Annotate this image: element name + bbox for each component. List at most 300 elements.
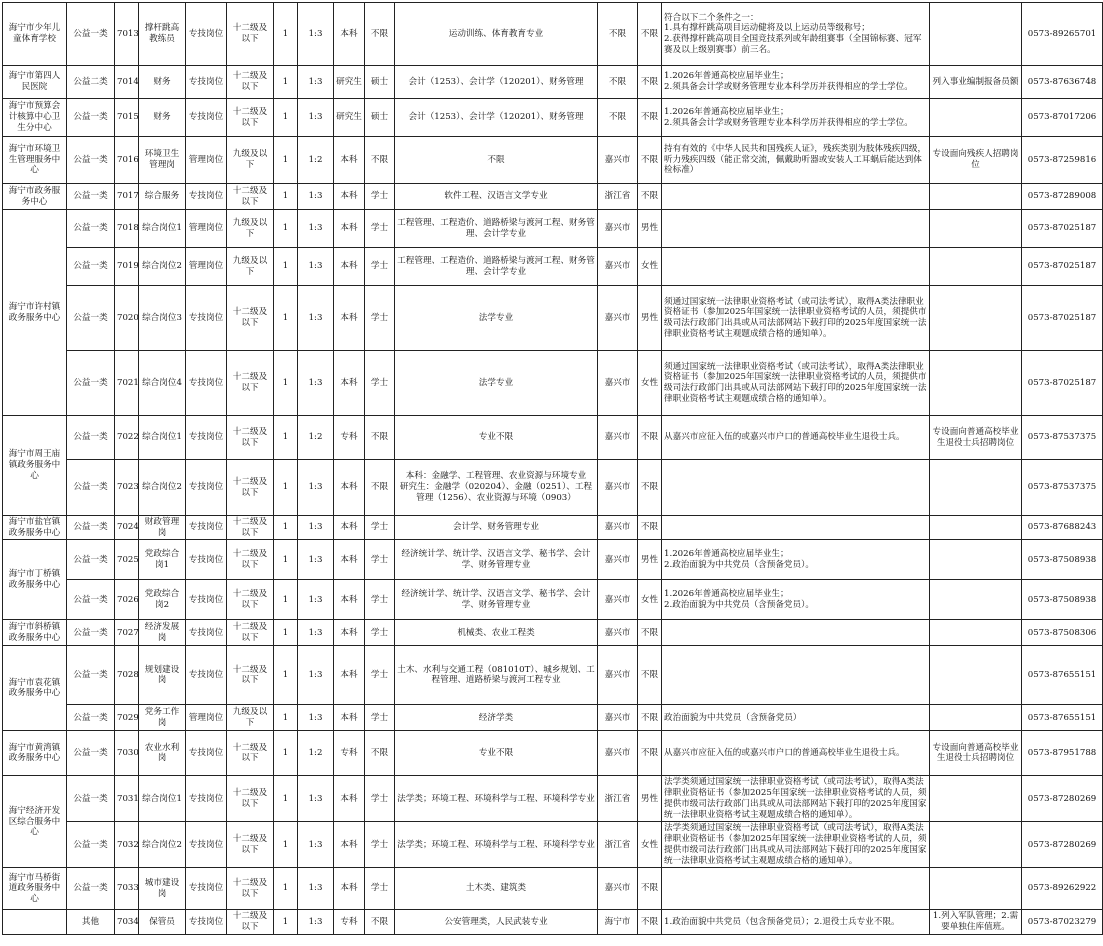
- grade-cell: 十二级及以下: [227, 540, 274, 580]
- code-cell: 7028: [115, 646, 139, 705]
- education-cell: 本科: [334, 540, 365, 580]
- gender-cell: 不限: [638, 646, 662, 705]
- phone-cell: 0573-87259816: [1022, 137, 1103, 184]
- ratio-cell: 1:3: [298, 460, 334, 516]
- grade-cell: 十二级及以下: [227, 620, 274, 646]
- education-cell: 本科: [334, 3, 365, 66]
- major-cell: 土木、水利与交通工程（081010T）、城乡规划、工程管理、道路桥梁与渡河工程专业: [395, 646, 598, 705]
- domicile-cell: 嘉兴市: [598, 351, 638, 416]
- remark-cell: [930, 620, 1022, 646]
- requirements-cell: 政治面貌为中共党员（含预备党员）: [662, 705, 930, 731]
- count-cell: 1: [274, 822, 298, 868]
- degree-cell: 不限: [365, 416, 395, 460]
- post-type-cell: 专技岗位: [186, 3, 227, 66]
- remark-cell: 专设面向普通高校毕业生退役士兵招聘岗位: [930, 416, 1022, 460]
- remark-cell: [930, 99, 1022, 137]
- gender-cell: 不限: [638, 868, 662, 910]
- category-cell: 公益一类: [67, 822, 115, 868]
- requirements-cell: 法学类须通过国家统一法律职业资格考试（或司法考试），取得A类法律职业资格证书（参加2025年国家统一法律职业资格考试的人员，须提供市级司法行政部门出具或从司法部网站下载打印的2025年度国家统一法律职业资格考试主观题成绩合格的通知单）。: [662, 822, 930, 868]
- table-row: [3, 822, 1103, 868]
- count-cell: 1: [274, 99, 298, 137]
- unit-name-cell: 海宁市黄湾镇政务服务中心: [3, 731, 67, 776]
- domicile-cell: 嘉兴市: [598, 137, 638, 184]
- table-row: [3, 705, 1103, 731]
- count-cell: 1: [274, 416, 298, 460]
- count-cell: 1: [274, 3, 298, 66]
- table-row: [3, 516, 1103, 540]
- major-cell: 专业不限: [395, 731, 598, 776]
- degree-cell: 学士: [365, 248, 395, 286]
- position-cell: 党务工作岗: [139, 705, 186, 731]
- remark-cell: [930, 822, 1022, 868]
- grade-cell: 十二级及以下: [227, 910, 274, 934]
- count-cell: 1: [274, 286, 298, 351]
- degree-cell: 硕士: [365, 99, 395, 137]
- remark-cell: 专设面向残疾人招聘岗位: [930, 137, 1022, 184]
- count-cell: 1: [274, 351, 298, 416]
- education-cell: 本科: [334, 705, 365, 731]
- code-cell: 7031: [115, 776, 139, 822]
- education-cell: 研究生: [334, 66, 365, 99]
- code-cell: 7027: [115, 620, 139, 646]
- table-row: [3, 416, 1103, 460]
- table-row: [3, 776, 1103, 822]
- major-cell: 软件工程、汉语言文学专业: [395, 184, 598, 210]
- phone-cell: 0573-87655151: [1022, 705, 1103, 731]
- position-cell: 综合服务: [139, 184, 186, 210]
- grade-cell: 九级及以下: [227, 705, 274, 731]
- major-cell: 不限: [395, 137, 598, 184]
- unit-name-cell: 海宁市第四人民医院: [3, 66, 67, 99]
- count-cell: 1: [274, 705, 298, 731]
- gender-cell: 女性: [638, 351, 662, 416]
- post-type-cell: 专技岗位: [186, 516, 227, 540]
- ratio-cell: 1:3: [298, 3, 334, 66]
- unit-name-cell: 海宁市盐官镇政务服务中心: [3, 516, 67, 540]
- category-cell: 公益二类: [67, 66, 115, 99]
- code-cell: 7015: [115, 99, 139, 137]
- category-cell: 公益一类: [67, 286, 115, 351]
- grade-cell: 十二级及以下: [227, 646, 274, 705]
- gender-cell: 不限: [638, 910, 662, 934]
- table-body: [3, 3, 1103, 935]
- phone-cell: 0573-87655151: [1022, 646, 1103, 705]
- education-cell: 本科: [334, 460, 365, 516]
- remark-cell: [930, 184, 1022, 210]
- unit-name-cell: 海宁市少年儿童体育学校: [3, 3, 67, 66]
- ratio-cell: 1:3: [298, 184, 334, 210]
- unit-name-cell: 海宁市斜桥镇政务服务中心: [3, 620, 67, 646]
- table-row: [3, 731, 1103, 776]
- post-type-cell: 专技岗位: [186, 776, 227, 822]
- position-cell: 撑杆跳高教练员: [139, 3, 186, 66]
- code-cell: 7033: [115, 868, 139, 910]
- grade-cell: 十二级及以下: [227, 516, 274, 540]
- post-type-cell: 管理岗位: [186, 248, 227, 286]
- education-cell: 本科: [334, 620, 365, 646]
- category-cell: 公益一类: [67, 516, 115, 540]
- remark-cell: [930, 351, 1022, 416]
- remark-cell: [930, 286, 1022, 351]
- degree-cell: 不限: [365, 460, 395, 516]
- code-cell: 7019: [115, 248, 139, 286]
- education-cell: 专科: [334, 416, 365, 460]
- unit-name-cell: [3, 910, 67, 934]
- major-cell: 本科：金融学、工程管理、农业资源与环境专业 研究生：金融学（020204）、金融（0251）、工程管理（1256）、农业资源与环境（0903）: [395, 460, 598, 516]
- requirements-cell: 须通过国家统一法律职业资格考试（或司法考试），取得A类法律职业资格证书（参加2025年国家统一法律职业资格考试的人员，须提供市级司法行政部门出具或从司法部网站下载打印的2025年度国家统一法律职业资格考试主观题成绩合格的通知单）。: [662, 286, 930, 351]
- remark-cell: 列入事业编制报备员额: [930, 66, 1022, 99]
- category-cell: 公益一类: [67, 184, 115, 210]
- major-cell: 经济学类: [395, 705, 598, 731]
- ratio-cell: 1:3: [298, 286, 334, 351]
- post-type-cell: 专技岗位: [186, 540, 227, 580]
- post-type-cell: 专技岗位: [186, 910, 227, 934]
- domicile-cell: 嘉兴市: [598, 620, 638, 646]
- remark-cell: [930, 868, 1022, 910]
- code-cell: 7029: [115, 705, 139, 731]
- ratio-cell: 1:3: [298, 580, 334, 620]
- category-cell: 公益一类: [67, 776, 115, 822]
- major-cell: 土木类、建筑类: [395, 868, 598, 910]
- phone-cell: 0573-87280269: [1022, 776, 1103, 822]
- major-cell: 运动训练、体育教育专业: [395, 3, 598, 66]
- degree-cell: 学士: [365, 516, 395, 540]
- post-type-cell: 专技岗位: [186, 416, 227, 460]
- unit-name-cell: 海宁经济开发区综合服务中心: [3, 776, 67, 868]
- grade-cell: 十二级及以下: [227, 286, 274, 351]
- position-cell: 综合岗位2: [139, 248, 186, 286]
- unit-name-cell: 海宁市周王庙镇政务服务中心: [3, 416, 67, 516]
- category-cell: 公益一类: [67, 416, 115, 460]
- education-cell: 本科: [334, 184, 365, 210]
- ratio-cell: 1:3: [298, 620, 334, 646]
- table-row: [3, 351, 1103, 416]
- major-cell: 工程管理、工程造价、道路桥梁与渡河工程、财务管理、会计学专业: [395, 210, 598, 248]
- domicile-cell: 不限: [598, 99, 638, 137]
- unit-name-cell: 海宁市许村镇政务服务中心: [3, 210, 67, 416]
- count-cell: 1: [274, 137, 298, 184]
- position-cell: 财务: [139, 66, 186, 99]
- table-row: [3, 286, 1103, 351]
- requirements-cell: 1.2026年普通高校应届毕业生； 2.须具备会计学或财务管理专业本科学历并获得相应的学士学位。: [662, 66, 930, 99]
- requirements-cell: 1.政治面貌中共党员（包含预备党员）；2.退役士兵专业不限。: [662, 910, 930, 934]
- category-cell: 公益一类: [67, 210, 115, 248]
- grade-cell: 十二级及以下: [227, 184, 274, 210]
- remark-cell: 专设面向普通高校毕业生退役士兵招聘岗位: [930, 731, 1022, 776]
- code-cell: 7018: [115, 210, 139, 248]
- ratio-cell: 1:3: [298, 99, 334, 137]
- category-cell: 公益一类: [67, 351, 115, 416]
- unit-name-cell: 海宁市丁桥镇政务服务中心: [3, 540, 67, 620]
- code-cell: 7016: [115, 137, 139, 184]
- unit-name-cell: 海宁市袁花镇政务服务中心: [3, 646, 67, 731]
- position-cell: 综合岗位2: [139, 460, 186, 516]
- post-type-cell: 专技岗位: [186, 620, 227, 646]
- remark-cell: 1.列入军队管理；2.需要单独住库值班。: [930, 910, 1022, 934]
- category-cell: 公益一类: [67, 620, 115, 646]
- post-type-cell: 专技岗位: [186, 731, 227, 776]
- count-cell: 1: [274, 516, 298, 540]
- position-cell: 城市建设岗: [139, 868, 186, 910]
- table-row: [3, 248, 1103, 286]
- grade-cell: 九级及以下: [227, 210, 274, 248]
- position-cell: 财政管理岗: [139, 516, 186, 540]
- grade-cell: 十二级及以下: [227, 66, 274, 99]
- domicile-cell: 浙江省: [598, 822, 638, 868]
- major-cell: 法学类；环境工程、环境科学与工程、环境科学专业: [395, 822, 598, 868]
- gender-cell: 女性: [638, 248, 662, 286]
- code-cell: 7026: [115, 580, 139, 620]
- phone-cell: 0573-87636748: [1022, 66, 1103, 99]
- position-cell: 保管员: [139, 910, 186, 934]
- degree-cell: 学士: [365, 210, 395, 248]
- phone-cell: 0573-87280269: [1022, 822, 1103, 868]
- grade-cell: 十二级及以下: [227, 460, 274, 516]
- code-cell: 7032: [115, 822, 139, 868]
- table-row: [3, 910, 1103, 934]
- degree-cell: 硕士: [365, 66, 395, 99]
- education-cell: 本科: [334, 248, 365, 286]
- requirements-cell: [662, 248, 930, 286]
- remark-cell: [930, 3, 1022, 66]
- education-cell: 本科: [334, 516, 365, 540]
- requirements-cell: 1.2026年普通高校应届毕业生； 2.须具备会计学或财务管理专业本科学历并获得相应的学士学位。: [662, 99, 930, 137]
- gender-cell: 不限: [638, 184, 662, 210]
- remark-cell: [930, 580, 1022, 620]
- category-cell: 公益一类: [67, 460, 115, 516]
- code-cell: 7020: [115, 286, 139, 351]
- remark-cell: [930, 460, 1022, 516]
- major-cell: 法学专业: [395, 351, 598, 416]
- major-cell: 会计（1253）、会计学（120201）、财务管理: [395, 66, 598, 99]
- position-cell: 综合岗位1: [139, 210, 186, 248]
- phone-cell: 0573-87025187: [1022, 248, 1103, 286]
- post-type-cell: 管理岗位: [186, 210, 227, 248]
- remark-cell: [930, 776, 1022, 822]
- ratio-cell: 1:2: [298, 731, 334, 776]
- grade-cell: 十二级及以下: [227, 580, 274, 620]
- table-row: [3, 580, 1103, 620]
- table-row: [3, 868, 1103, 910]
- remark-cell: [930, 516, 1022, 540]
- remark-cell: [930, 646, 1022, 705]
- degree-cell: 不限: [365, 137, 395, 184]
- education-cell: 本科: [334, 580, 365, 620]
- position-cell: 综合岗位2: [139, 822, 186, 868]
- gender-cell: 不限: [638, 99, 662, 137]
- gender-cell: 不限: [638, 3, 662, 66]
- position-cell: 财务: [139, 99, 186, 137]
- table-row: [3, 540, 1103, 580]
- position-cell: 党政综合岗2: [139, 580, 186, 620]
- post-type-cell: 专技岗位: [186, 184, 227, 210]
- major-cell: 工程管理、工程造价、道路桥梁与渡河工程、财务管理、会计学专业: [395, 248, 598, 286]
- post-type-cell: 专技岗位: [186, 460, 227, 516]
- domicile-cell: 嘉兴市: [598, 868, 638, 910]
- phone-cell: 0573-87017206: [1022, 99, 1103, 137]
- count-cell: 1: [274, 460, 298, 516]
- post-type-cell: 专技岗位: [186, 646, 227, 705]
- category-cell: 公益一类: [67, 3, 115, 66]
- unit-name-cell: 海宁市马桥街道政务服务中心: [3, 868, 67, 910]
- requirements-cell: 持有有效的《中华人民共和国残疾人证》，残疾类别为肢体残疾四级，听力残疾四级（能正常交流，佩戴助听器或安装人工耳蜗后能达到体检标准）: [662, 137, 930, 184]
- education-cell: 研究生: [334, 99, 365, 137]
- category-cell: 公益一类: [67, 580, 115, 620]
- gender-cell: 不限: [638, 516, 662, 540]
- category-cell: 公益一类: [67, 646, 115, 705]
- table-row: [3, 66, 1103, 99]
- requirements-cell: [662, 868, 930, 910]
- grade-cell: 十二级及以下: [227, 3, 274, 66]
- table-row: [3, 137, 1103, 184]
- ratio-cell: 1:2: [298, 416, 334, 460]
- major-cell: 会计学、财务管理专业: [395, 516, 598, 540]
- grade-cell: 九级及以下: [227, 248, 274, 286]
- major-cell: 会计（1253）、会计学（120201）、财务管理: [395, 99, 598, 137]
- table-row: [3, 620, 1103, 646]
- ratio-cell: 1:3: [298, 705, 334, 731]
- count-cell: 1: [274, 184, 298, 210]
- gender-cell: 女性: [638, 580, 662, 620]
- education-cell: 专科: [334, 731, 365, 776]
- phone-cell: 0573-89262922: [1022, 868, 1103, 910]
- requirements-cell: [662, 646, 930, 705]
- requirements-cell: [662, 516, 930, 540]
- grade-cell: 十二级及以下: [227, 731, 274, 776]
- degree-cell: 学士: [365, 646, 395, 705]
- major-cell: 法学类；环境工程、环境科学与工程、环境科学专业: [395, 776, 598, 822]
- major-cell: 法学专业: [395, 286, 598, 351]
- category-cell: 公益一类: [67, 99, 115, 137]
- category-cell: 公益一类: [67, 731, 115, 776]
- domicile-cell: 嘉兴市: [598, 210, 638, 248]
- phone-cell: 0573-87508306: [1022, 620, 1103, 646]
- category-cell: 公益一类: [67, 868, 115, 910]
- phone-cell: 0573-87688243: [1022, 516, 1103, 540]
- count-cell: 1: [274, 731, 298, 776]
- post-type-cell: 专技岗位: [186, 99, 227, 137]
- requirements-cell: 从嘉兴市应征入伍的或嘉兴市户口的普通高校毕业生退役士兵。: [662, 416, 930, 460]
- category-cell: 公益一类: [67, 705, 115, 731]
- gender-cell: 不限: [638, 620, 662, 646]
- phone-cell: 0573-87951788: [1022, 731, 1103, 776]
- gender-cell: 不限: [638, 137, 662, 184]
- domicile-cell: 浙江省: [598, 184, 638, 210]
- ratio-cell: 1:3: [298, 646, 334, 705]
- education-cell: 本科: [334, 868, 365, 910]
- ratio-cell: 1:3: [298, 540, 334, 580]
- phone-cell: 0573-87025187: [1022, 351, 1103, 416]
- domicile-cell: 嘉兴市: [598, 416, 638, 460]
- gender-cell: 不限: [638, 705, 662, 731]
- phone-cell: 0573-89265701: [1022, 3, 1103, 66]
- table-row: [3, 460, 1103, 516]
- count-cell: 1: [274, 66, 298, 99]
- unit-name-cell: 海宁市环境卫生管理服务中心: [3, 137, 67, 184]
- gender-cell: 男性: [638, 286, 662, 351]
- ratio-cell: 1:3: [298, 910, 334, 934]
- code-cell: 7023: [115, 460, 139, 516]
- count-cell: 1: [274, 248, 298, 286]
- table-row: [3, 99, 1103, 137]
- ratio-cell: 1:3: [298, 516, 334, 540]
- education-cell: 本科: [334, 137, 365, 184]
- domicile-cell: 海宁市: [598, 910, 638, 934]
- requirements-cell: [662, 460, 930, 516]
- code-cell: 7017: [115, 184, 139, 210]
- requirements-cell: 1.2026年普通高校应届毕业生； 2.政治面貌为中共党员（含预备党员）。: [662, 580, 930, 620]
- count-cell: 1: [274, 620, 298, 646]
- domicile-cell: 嘉兴市: [598, 286, 638, 351]
- recruitment-table: [2, 2, 1103, 935]
- ratio-cell: 1:3: [298, 66, 334, 99]
- category-cell: 其他: [67, 910, 115, 934]
- count-cell: 1: [274, 776, 298, 822]
- education-cell: 本科: [334, 776, 365, 822]
- phone-cell: 0573-87537375: [1022, 416, 1103, 460]
- post-type-cell: 管理岗位: [186, 705, 227, 731]
- position-cell: 环境卫生管理岗: [139, 137, 186, 184]
- gender-cell: 男性: [638, 210, 662, 248]
- degree-cell: 学士: [365, 540, 395, 580]
- degree-cell: 学士: [365, 776, 395, 822]
- position-cell: 综合岗位1: [139, 416, 186, 460]
- domicile-cell: 嘉兴市: [598, 580, 638, 620]
- education-cell: 本科: [334, 210, 365, 248]
- domicile-cell: 嘉兴市: [598, 516, 638, 540]
- post-type-cell: 专技岗位: [186, 66, 227, 99]
- degree-cell: 不限: [365, 731, 395, 776]
- grade-cell: 十二级及以下: [227, 868, 274, 910]
- count-cell: 1: [274, 868, 298, 910]
- gender-cell: 女性: [638, 822, 662, 868]
- requirements-cell: 1.2026年普通高校应届毕业生； 2.政治面貌为中共党员（含预备党员）。: [662, 540, 930, 580]
- ratio-cell: 1:3: [298, 351, 334, 416]
- table-row: [3, 184, 1103, 210]
- code-cell: 7030: [115, 731, 139, 776]
- code-cell: 7021: [115, 351, 139, 416]
- education-cell: 专科: [334, 910, 365, 934]
- requirements-cell: 从嘉兴市应征入伍的或嘉兴市户口的普通高校毕业生退役士兵。: [662, 731, 930, 776]
- category-cell: 公益一类: [67, 248, 115, 286]
- degree-cell: 学士: [365, 580, 395, 620]
- degree-cell: 学士: [365, 705, 395, 731]
- domicile-cell: 嘉兴市: [598, 705, 638, 731]
- post-type-cell: 专技岗位: [186, 868, 227, 910]
- code-cell: 7024: [115, 516, 139, 540]
- table-row: [3, 646, 1103, 705]
- education-cell: 本科: [334, 646, 365, 705]
- gender-cell: 男性: [638, 540, 662, 580]
- position-cell: 党政综合岗1: [139, 540, 186, 580]
- ratio-cell: 1:3: [298, 248, 334, 286]
- position-cell: 综合岗位4: [139, 351, 186, 416]
- requirements-cell: 法学类须通过国家统一法律职业资格考试（或司法考试），取得A类法律职业资格证书（参加2025年国家统一法律职业资格考试的人员，须提供市级司法行政部门出具或从司法部网站下载打印的2025年度国家统一法律职业资格考试主观题成绩合格的通知单）。: [662, 776, 930, 822]
- category-cell: 公益一类: [67, 540, 115, 580]
- unit-name-cell: 海宁市政务服务中心: [3, 184, 67, 210]
- code-cell: 7014: [115, 66, 139, 99]
- gender-cell: 不限: [638, 66, 662, 99]
- domicile-cell: 不限: [598, 3, 638, 66]
- phone-cell: 0573-87508938: [1022, 580, 1103, 620]
- code-cell: 7013: [115, 3, 139, 66]
- major-cell: 专业不限: [395, 416, 598, 460]
- grade-cell: 十二级及以下: [227, 351, 274, 416]
- major-cell: 机械类、农业工程类: [395, 620, 598, 646]
- degree-cell: 不限: [365, 910, 395, 934]
- degree-cell: 学士: [365, 184, 395, 210]
- domicile-cell: 不限: [598, 66, 638, 99]
